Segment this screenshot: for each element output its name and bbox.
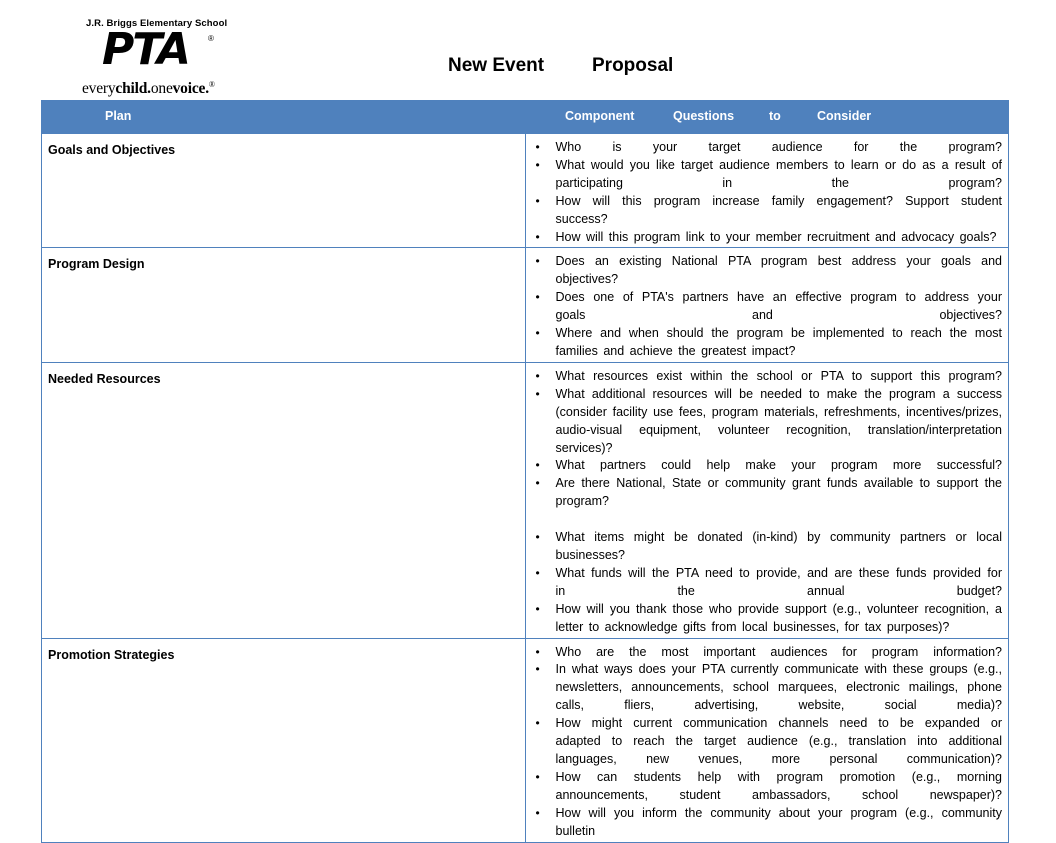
row-questions-goals <box>525 134 1009 248</box>
table-row <box>42 134 1009 248</box>
question-item: • What items might be donated (in-kind) by community partners or local businesses? <box>536 529 1003 565</box>
row-questions-program-design <box>525 248 1009 362</box>
table-header-cell <box>42 101 1009 134</box>
question-item: • Does an existing National PTA program best address your goals and objectives? <box>536 253 1003 289</box>
table-row <box>42 248 1009 362</box>
registered-mark: ® <box>208 34 214 43</box>
question-item: • How will this program increase family engagement? Support student success? <box>536 193 1003 229</box>
page-title-proposal: Proposal <box>592 55 674 76</box>
question-item: • How will you thank those who provide support (e.g., volunteer recognition, a letter to acknowledge gifts from local businesses, for tax purposes)? <box>536 601 1003 637</box>
pta-logo <box>80 18 250 102</box>
question-item: • Who is your target audience for the program? <box>536 139 1003 157</box>
question-item: • Where and when should the program be implemented to reach the most families and achieve the greatest impact? <box>536 325 1003 361</box>
table-row <box>42 362 1009 638</box>
question-item: • How might current communication channels need to be expanded or adapted to reach the target audience (e.g., translation into additional languages, new venues, more personal communication)? <box>536 715 1003 769</box>
question-item: • What would you like target audience members to learn or do as a result of participating in the program? <box>536 157 1003 193</box>
row-label-promotion: Promotion Strategies <box>42 638 526 842</box>
question-item: • Does one of PTA's partners have an effective program to address your goals and objectives? <box>536 289 1003 325</box>
question-item: • How will you inform the community about your program (e.g., community bulletin <box>536 805 1003 841</box>
question-item: • What additional resources will be needed to make the program a success (consider facility use fees, program materials, refreshments, incentives/prizes, audio-visual equipment, volunteer recognition, translation/interpretation services)? <box>536 386 1003 458</box>
row-label-program-design: Program Design <box>42 248 526 362</box>
header-plan: Plan <box>105 109 132 123</box>
spacer <box>536 511 1003 529</box>
row-label-needed-resources: Needed Resources <box>42 362 526 638</box>
question-item: • What funds will the PTA need to provide, and are these funds provided for in the annual budget? <box>536 565 1003 601</box>
table-row <box>42 638 1009 842</box>
row-questions-promotion <box>525 638 1009 842</box>
question-item: • What partners could help make your program more successful? <box>536 457 1003 475</box>
logo-tagline: everychild.onevoice.® <box>82 80 215 98</box>
question-item: • In what ways does your PTA currently communicate with these groups (e.g., newsletters, announcements, school marquees, electronic mailings, phone calls, fliers, advertising, website, social media)? <box>536 661 1003 715</box>
pta-wordmark: PTA <box>102 24 189 75</box>
row-label-goals: Goals and Objectives <box>42 134 526 248</box>
header-to: to <box>769 109 781 123</box>
table-header-row <box>42 101 1009 134</box>
question-item: • Are there National, State or community grant funds available to support the program? <box>536 475 1003 511</box>
school-name: J.R. Briggs Elementary School <box>86 18 228 29</box>
question-item: • How will this program link to your member recruitment and advocacy goals? <box>536 229 1003 247</box>
row-questions-needed-resources <box>525 362 1009 638</box>
proposal-table <box>41 100 1009 843</box>
page-title-new-event: New Event <box>448 55 545 76</box>
header-questions: Questions <box>673 109 735 123</box>
question-item: • What resources exist within the school or PTA to support this program? <box>536 368 1003 386</box>
question-item: • How can students help with program promotion (e.g., morning announcements, student ambassadors, school newspaper)? <box>536 769 1003 805</box>
header-consider: Consider <box>817 109 872 123</box>
question-item: • Who are the most important audiences for program information? <box>536 644 1003 662</box>
header-component: Component <box>565 109 635 123</box>
